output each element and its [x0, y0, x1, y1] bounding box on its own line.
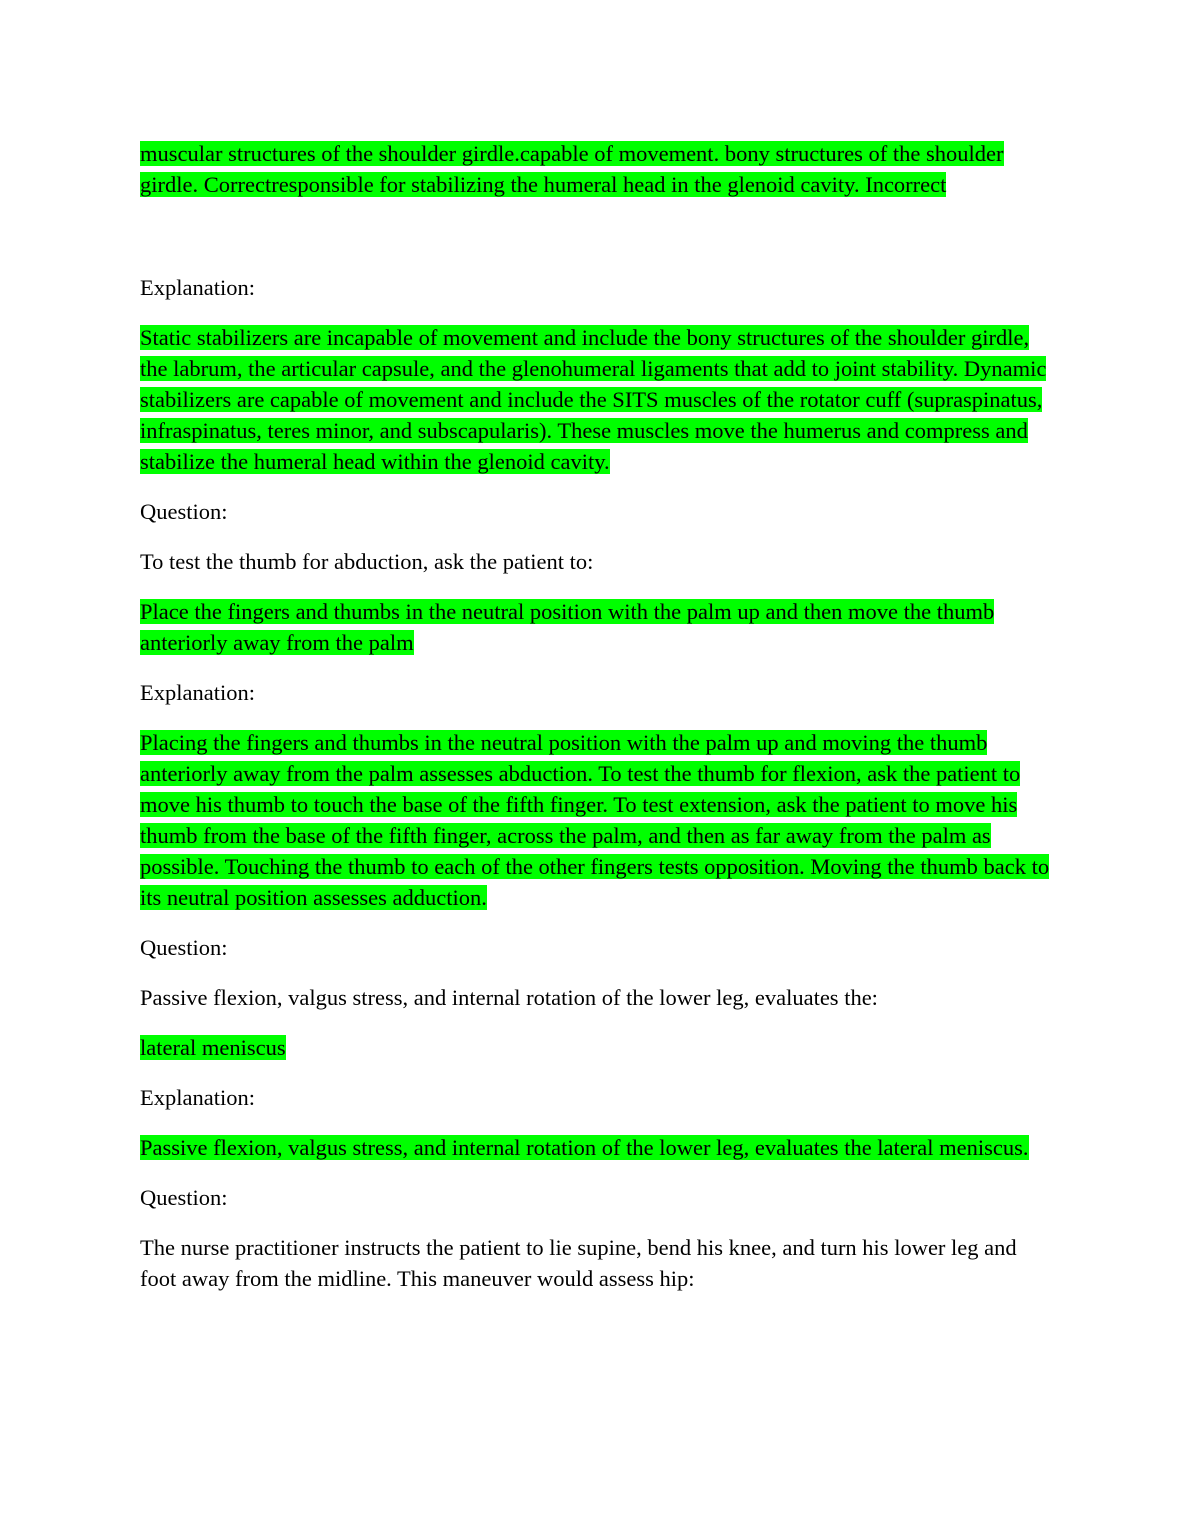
question-lower-leg: Passive flexion, valgus stress, and internal rotation of the lower leg, evaluates the: [140, 985, 878, 1010]
highlighted-text: Place the fingers and thumbs in the neutral position with the palm up and then move the thumb anteriorly away from the palm [140, 599, 995, 655]
question-hip-maneuver: The nurse practitioner instructs the patient to lie supine, bend his knee, and turn his lower leg and foot away from the midline. This maneuver would assess hip: [140, 1235, 1017, 1291]
explanation-stabilizers [140, 322, 1055, 477]
question-label: Question: [140, 499, 228, 524]
answer-thumb-abduction [140, 596, 1055, 658]
question-label: Question: [140, 935, 228, 960]
answer-lateral-meniscus [140, 1032, 1055, 1063]
question-label: Question: [140, 1185, 228, 1210]
explanation-label: Explanation: [140, 275, 255, 300]
highlighted-text: Static stabilizers are incapable of movement and include the bony structures of the shoulder girdle, the labrum, the articular capsule, and the glenohumeral ligaments that add to joint stability. Dynamic stabilizers are capable of movement and include the SITS muscles of the rotator cuff (supraspinatus, infraspinatus, teres minor, and subscapularis). These muscles move the humerus and compress and stabilize the humeral head within the glenoid cavity. [140, 325, 1047, 474]
highlighted-text: Passive flexion, valgus stress, and internal rotation of the lower leg, evaluates the lateral meniscus. [140, 1135, 1029, 1160]
answer-shoulder-girdle [140, 138, 1055, 200]
explanation-label: Explanation: [140, 680, 255, 705]
highlighted-text: muscular structures of the shoulder girdle.capable of movement. bony structures of the shoulder girdle. Correctresponsible for stabilizing the humeral head in the glenoid cavity. Incorrect [140, 141, 1004, 197]
question-thumb-abduction: To test the thumb for abduction, ask the patient to: [140, 549, 594, 574]
explanation-meniscus [140, 1132, 1055, 1163]
explanation-thumb [140, 727, 1055, 913]
explanation-label: Explanation: [140, 1085, 255, 1110]
highlighted-text: lateral meniscus [140, 1035, 286, 1060]
highlighted-text: Placing the fingers and thumbs in the neutral position with the palm up and moving the thumb anteriorly away from the palm assesses abduction. To test the thumb for flexion, ask the patient to move his thumb to touch the base of the fifth finger. To test extension, ask the patient to move his thumb from the base of the fifth finger, across the palm, and then as far away from the palm as possible. Touching the thumb to each of the other fingers tests opposition. Moving the thumb back to its neutral position assesses adduction. [140, 730, 1050, 910]
document-page [140, 138, 1055, 1313]
